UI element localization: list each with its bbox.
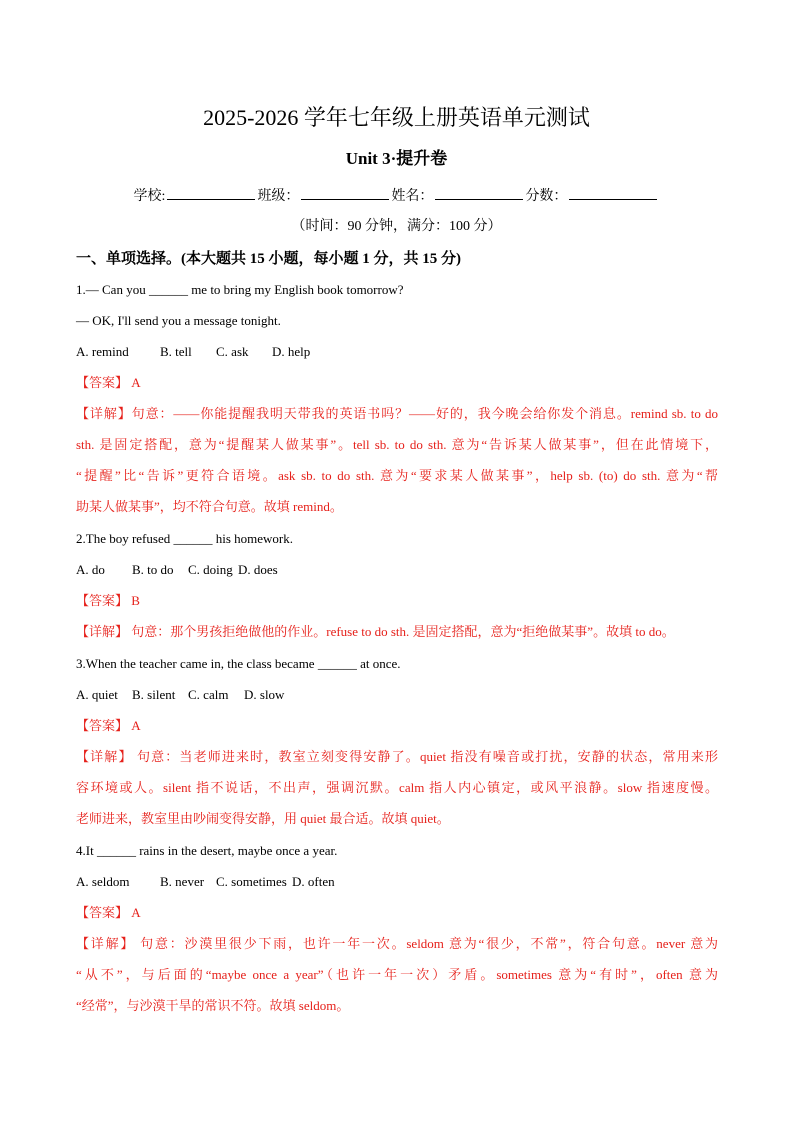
name-label: 姓名：: [391, 189, 434, 204]
explanation-1-line: 助某人做某事”，均不符合句意。故填 remind。: [76, 499, 343, 514]
question-3-options: [76, 687, 284, 703]
option: C. doing: [188, 562, 233, 577]
explanation-3-line: 【详解】 句意：当老师进来时，教室立刻变得安静了。quiet 指没有噪音或打扰，安静的状态，常用来形: [76, 749, 718, 764]
score-label: 分数：: [525, 189, 568, 204]
question-1-stem2: — OK, I'll send you a message tonight.: [76, 313, 281, 328]
question-3-stem: 3.When the teacher came in, the class became ______ at once.: [76, 656, 401, 671]
explanation-4-line: “经常”，与沙漠干旱的常识不符。故填 seldom。: [76, 998, 350, 1013]
answer-2: 【答案】 B: [76, 593, 140, 608]
class-blank: [301, 187, 389, 200]
option: D. often: [292, 874, 335, 889]
explanation-1-line: sth. 是固定搭配，意为“提醒某人做某事”。tell sb. to do sth. 意为“告诉某人做某事”，但在此情境下，: [76, 437, 718, 452]
class-label: 班级：: [257, 189, 300, 204]
question-2-stem: 2.The boy refused ______ his homework.: [76, 531, 293, 546]
school-blank: [167, 187, 255, 200]
explanation-1-line: 【详解】句意：——你能提醒我明天带我的英语书吗？——好的，我今晚会给你发个消息。remind sb. to do: [76, 406, 718, 421]
question-1-stem: 1.— Can you ______ me to bring my English book tomorrow?: [76, 282, 404, 297]
explanation-4-line: “从不”，与后面的“maybe once a year”（也许一年一次）矛盾。sometimes 意为“有时”，often 意为: [76, 967, 718, 982]
question-1-options: [76, 344, 310, 360]
option: D. does: [238, 562, 278, 577]
option: D. slow: [244, 687, 285, 702]
answer-1: 【答案】 A: [76, 375, 141, 390]
page-title: 2025-2026 学年七年级上册英语单元测试: [203, 105, 590, 130]
option: C. ask: [216, 344, 249, 359]
explanation-1-line: “提醒”比“告诉”更符合语境。ask sb. to do sth. 意为“要求某人做某事”，help sb. (to) do sth. 意为“帮: [76, 468, 718, 483]
score-blank: [569, 187, 657, 200]
explanation-3-line: 老师进来，教室里由吵闹变得安静，用 quiet 最合适。故填 quiet。: [76, 811, 450, 826]
option: C. calm: [188, 687, 229, 702]
option: D. help: [272, 344, 311, 359]
option: B. never: [160, 874, 205, 889]
option: A. seldom: [76, 874, 130, 889]
section-heading: 一、单项选择。(本大题共 15 小题，每小题 1 分，共 15 分): [76, 251, 461, 267]
student-info-line: [0, 187, 793, 206]
option: A. remind: [76, 344, 129, 359]
option: A. do: [76, 562, 105, 577]
explanation-4-line: 【详解】 句意：沙漠里很少下雨，也许一年一次。seldom 意为“很少，不常”，符合句意。never 意为: [76, 936, 718, 951]
explanation-3-line: 容环境或人。silent 指不说话，不出声，强调沉默。calm 指人内心镇定，或风平浪静。slow 指速度慢。: [76, 780, 718, 795]
option: B. silent: [132, 687, 176, 702]
name-blank: [435, 187, 523, 200]
school-label: 学校:: [133, 189, 166, 204]
option: C. sometimes: [216, 874, 287, 889]
option: A. quiet: [76, 687, 118, 702]
question-2-options: [76, 562, 278, 578]
answer-3: 【答案】 A: [76, 718, 141, 733]
answer-4: 【答案】 A: [76, 905, 141, 920]
explanation-2-line: 【详解】 句意：那个男孩拒绝做他的作业。refuse to do sth. 是固定搭配，意为“拒绝做某事”。故填 to do。: [76, 624, 675, 639]
time-note: （时间：90 分钟，满分：100 分）: [291, 219, 502, 234]
question-4-stem: 4.It ______ rains in the desert, maybe once a year.: [76, 843, 338, 858]
option: B. to do: [132, 562, 174, 577]
page-subtitle: Unit 3·提升卷: [345, 149, 448, 168]
question-4-options: [76, 874, 335, 890]
option: B. tell: [160, 344, 192, 359]
